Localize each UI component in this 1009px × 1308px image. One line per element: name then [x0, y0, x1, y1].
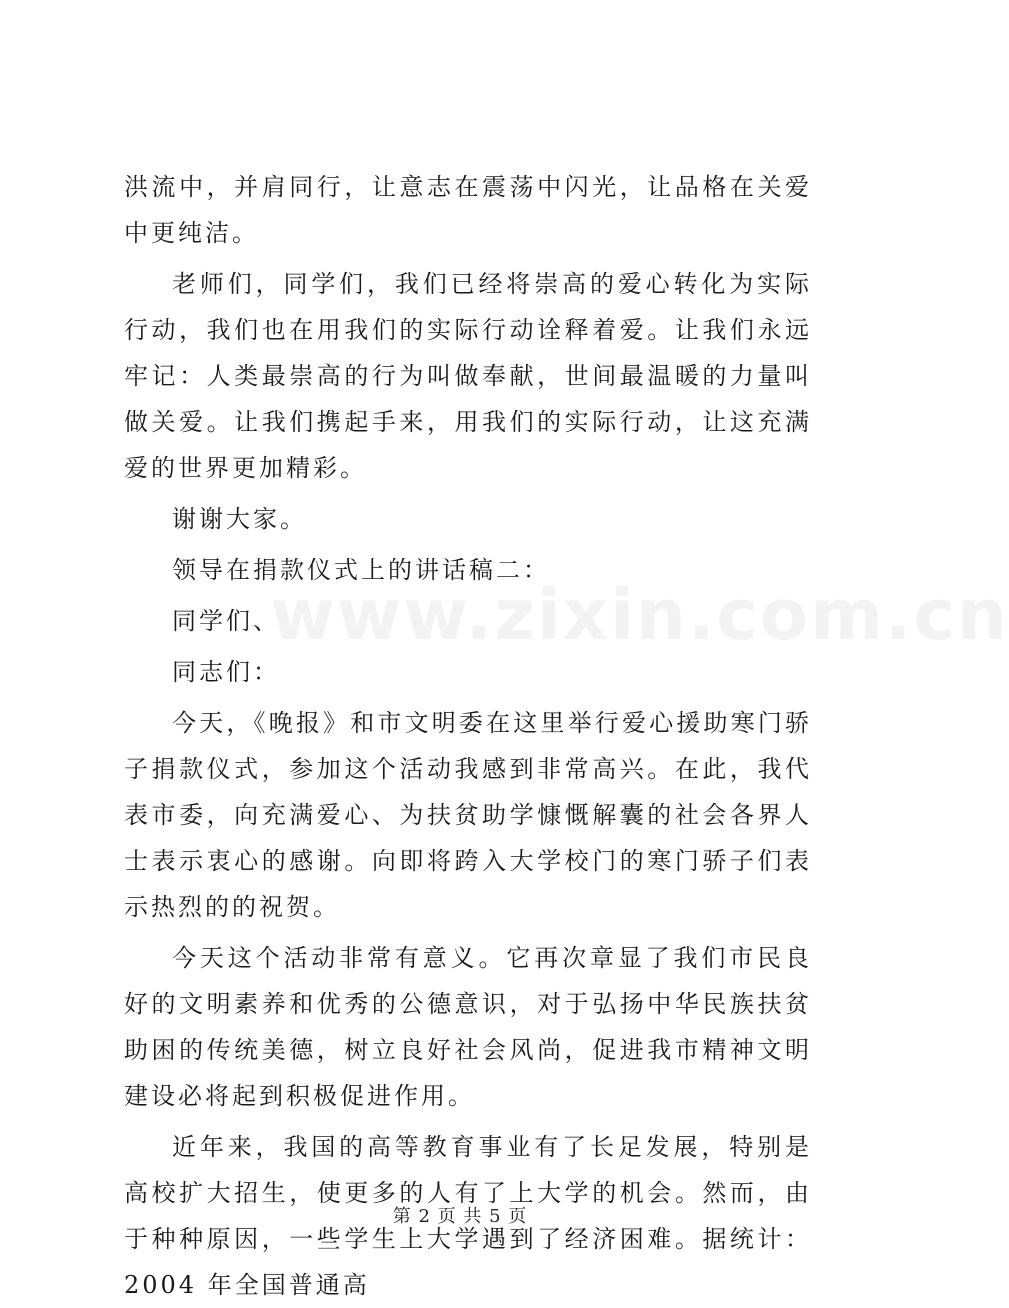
paragraph-7: 今天，《晚报》和市文明委在这里举行爱心援助寒门骄子捐款仪式，参加这个活动我感到非常高兴。在此，我代表市委，向充满爱心、为扶贫助学慷慨解囊的社会各界人士表示衷心的感谢。向即将跨入大学校门的寒门骄子们表示热烈的的祝贺。: [124, 709, 812, 921]
paragraph-2: 老师们，同学们，我们已经将崇高的爱心转化为实际行动，我们也在用我们的实际行动诠释着爱。让我们永远牢记：人类最崇高的行为叫做奉献，世间最温暖的力量叫做关爱。让我们携起手来，用我们的实际行动，让这充满爱的世界更加精彩。: [124, 270, 812, 482]
paragraph-3: 谢谢大家。: [172, 505, 307, 533]
page-footer: 第 2 页 共 5 页: [392, 1206, 528, 1227]
paragraph-4: 领导在捐款仪式上的讲话稿二：: [172, 556, 550, 584]
watermark-text: www.zixin.com.cn: [270, 574, 1009, 656]
paragraph-5: 同学们、: [172, 607, 280, 635]
paragraph-9: 近年来，我国的高等教育事业有了长足发展，特别是高校扩大招生，使更多的人有了上大学的机会。然而，由于种种原因，一些学生上大学遇到了经济困难。据统计：2004 年全国普通高: [124, 1133, 812, 1299]
paragraph-6: 同志们：: [172, 658, 280, 686]
paragraph-8: 今天这个活动非常有意义。它再次章显了我们市民良好的文明素养和优秀的公德意识，对于弘扬中华民族扶贫助困的传统美德，树立良好社会风尚，促进我市精神文明建设必将起到积极促进作用。: [124, 944, 812, 1110]
paragraph-1: 洪流中，并肩同行，让意志在震荡中闪光，让品格在关爱中更纯洁。: [124, 173, 812, 247]
document-body: [124, 164, 812, 1308]
